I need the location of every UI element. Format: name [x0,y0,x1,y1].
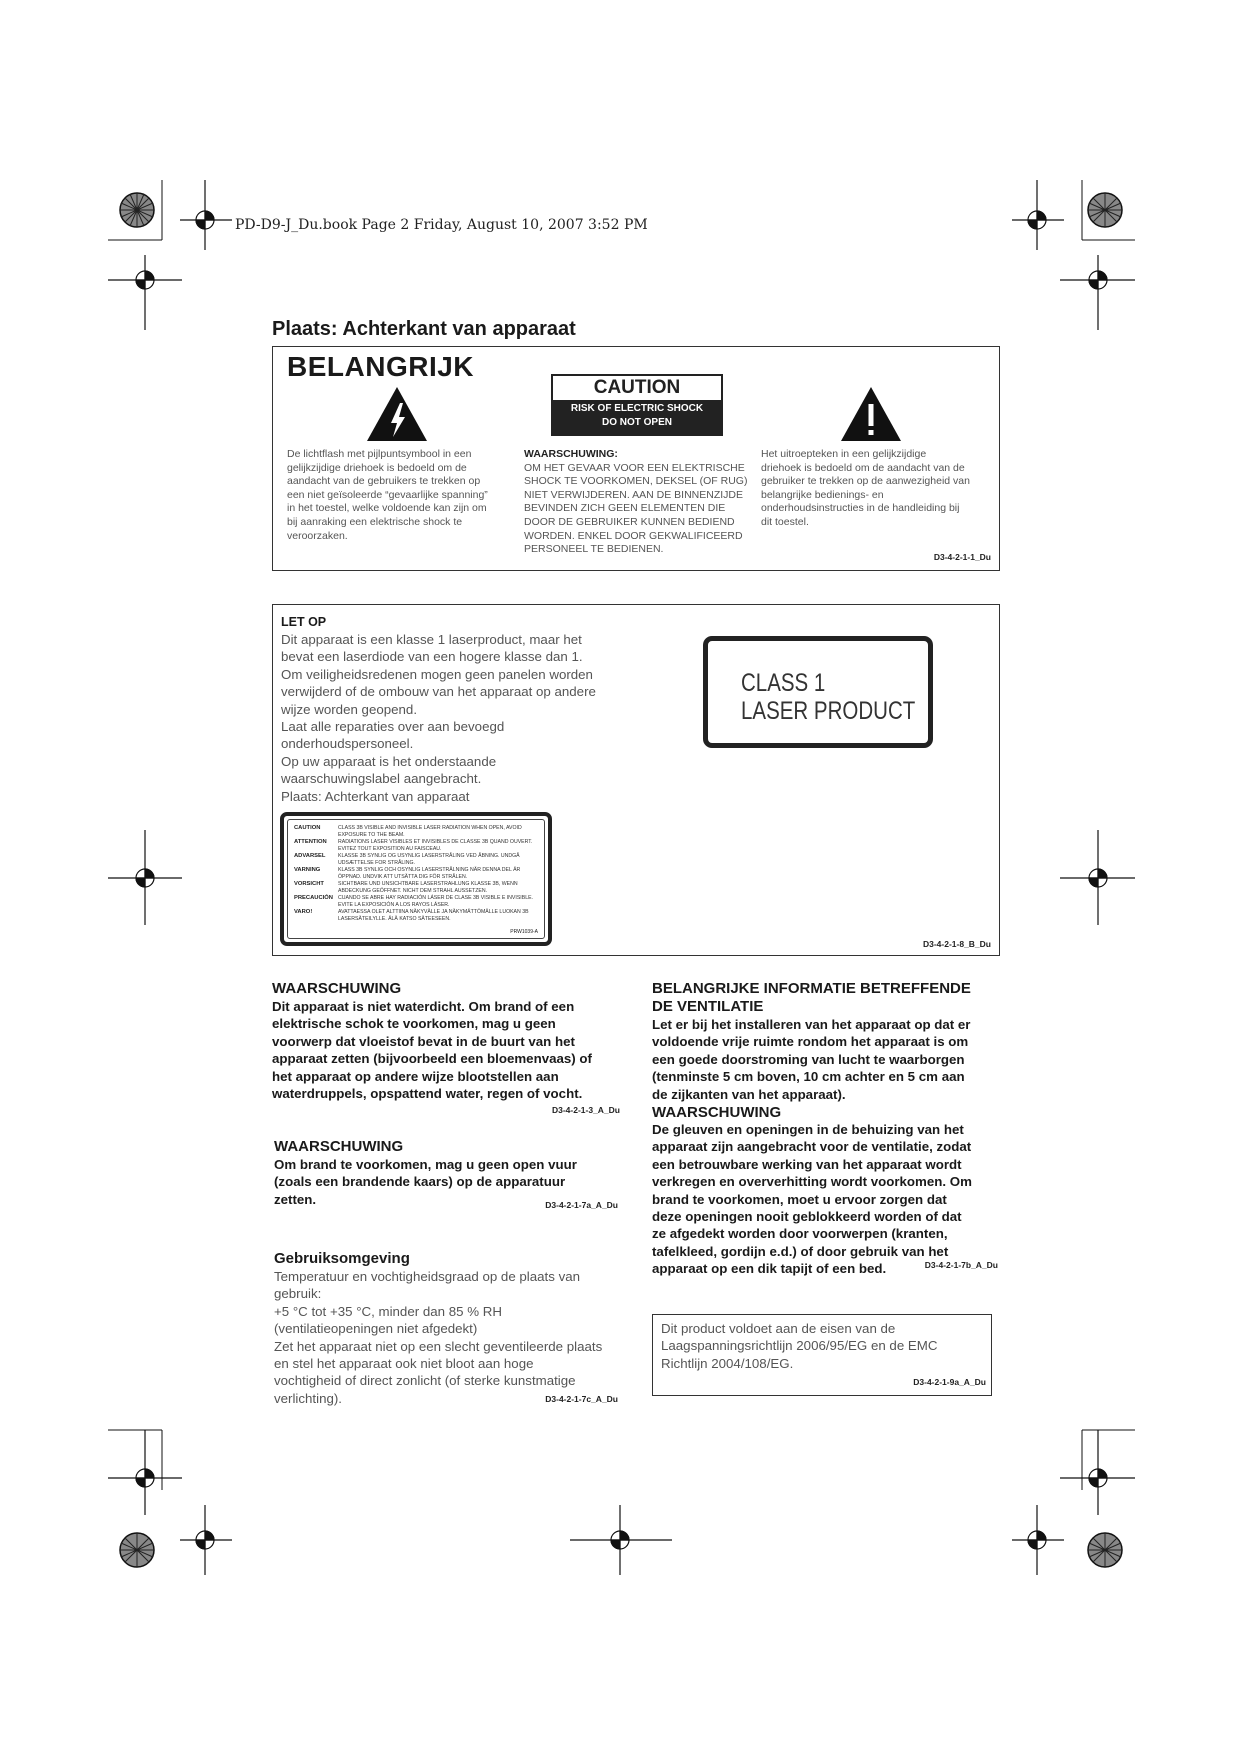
crosshair-icon [180,180,232,250]
class1-line1: CLASS 1 [741,669,826,697]
waarschuwing-vuur-code: D3-4-2-1-7a_A_Du [545,1200,618,1210]
class1-laser-label [703,636,933,748]
ventilatie-warning-heading: WAARSCHUWING [652,1104,782,1122]
waarschuwing-water-code: D3-4-2-1-3_A_Du [551,1105,620,1116]
belangrijk-code: D3-4-2-1-1_Du [933,552,991,562]
waarschuwing-vuur-heading: WAARSCHUWING [274,1138,404,1155]
waarschuwing-vuur [274,1138,620,1208]
ventilatie-text: Let er bij het installeren van het apparaat op dat er voldoende vrije ruimte rondom het apparaat is om een goede doorstroming van lucht te waarborgen (tenminste 5 cm boven, 10 cm achter en 5 cm aan de zijkanten van het apparaat). [652,1017,971,1102]
waarschuwing-vuur-text: Om brand te voorkomen, mag u geen open vuur (zoals een brandende kaars) op de apparatuur zetten. [274,1157,577,1207]
label-part-number: PRW1039-A [510,929,538,935]
gebruiksomgeving-text: Temperatuur en vochtigheidsgraad op de plaats van gebruik: +5 °C tot +35 °C, minder dan 85 % RH (ventilatieopeningen niet afgedekt) Zet het apparaat niet op een slecht geventileerde plaats en stel het apparaat ook niet bloot aan hoge vochtigheid of direct zonlicht (of sterke kunstmatige verlichting). [274,1269,603,1406]
caution-label [551,374,723,436]
label-row: ADVARSEL KLASSE 3B SYNLIG OG USYNLIG LASERSTRÅLING VED ÅBNING. UNDGÅ UDSÆTTELSE FOR STRÅLING. [294,853,520,866]
let-op-box [272,604,1000,956]
caution-subtitle: RISK OF ELECTRIC SHOCK DO NOT OPEN [553,400,721,434]
label-row: VARO! AVATTAESSA OLET ALTTIINA NÄKYVÄLLE JA NÄKYMÄTTÖMÄLLE LUOKAN 3B LASERSÄTEILYLLE. ÄLÄ KATSO SÄTEESEEN. [294,909,529,922]
lightning-warning-icon [365,385,429,443]
label-row: CAUTION CLASS 3B VISIBLE AND INVISIBLE LASER RADIATION WHEN OPEN, AVOID EXPOSURE TO THE BEAM. [294,825,522,838]
label-row: PRECAUCIÓN CUANDO SE ABRE HAY RADIACIÓN LÁSER DE CLASE 3B VISIBLE E INVISIBLE. EVITE LA EXPOSICIÓN A LOS RAYOS LÁSER. [294,895,533,908]
emc-text: Dit product voldoet aan de eisen van de Laagspanningsrichtlijn 2006/95/EG en de EMC Richtlijn 2004/108/EG. [661,1321,938,1371]
emc-box [652,1314,992,1396]
caution-title: CAUTION [593,377,681,398]
label-row: ATTENTION RADIATIONS LASER VISIBLES ET INVISIBLES DE CLASSE 3B QUAND OUVERT. EVITEZ TOUT EXPOSITION AU FAISCEAU. [294,839,533,852]
exclamation-warning-icon [839,385,903,443]
label-row: VARNING KLASS 3B SYNLIG OCH OSYNLIG LASERSTRÅLNING NÄR DENNA DEL ÄR ÖPPNAD. UNDVIK ATT UTSÄTTA DIG FÖR STRÅLEN. [294,867,521,880]
let-op-heading: LET OP [281,615,327,629]
emc-code: D3-4-2-1-9a_A_Du [913,1377,986,1387]
waarschuwing-water-text: Dit apparaat is niet waterdicht. Om brand of een elektrische schok te voorkomen, mag u geen voorwerp dat vloeistof bevat in de buurt van het apparaat zetten (bijvoorbeeld een bloemenvaas) of het apparaat op andere wijze blootstellen aan waterdruppels, opspattend water, regen of vocht. [272,999,592,1102]
waarschuwing-water-heading: WAARSCHUWING [272,980,402,997]
laser-warning-label [280,812,552,946]
exclamation-description: Het uitroepteken in een gelijkzijdige driehoek is bedoeld om de aandacht van de gebruiker te trekken op de aanwezigheid van belangrijke bedienings- en onderhoudsinstructies in de handleiding bij dit toestel. [761,448,970,528]
ventilatie-warning-text: De gleuven en openingen in de behuizing van het apparaat zijn aangebracht voor de ventilatie, zodat een betrouwbare werking van het apparaat wordt verkregen en oververhitting wordt voorkomen. Om brand te voorkomen, moet u ervoor zorgen dat deze openingen nooit geblokkeerd worden of dat ze afgedekt worden door voorwerpen (kranten, tafelkleed, gordijn e.d.) of door gebruik van het apparaat op een dik tapijt of een bed. [652,1122,972,1277]
gebruiksomgeving [274,1250,620,1407]
waarschuwing-water [272,980,620,1115]
class1-line2: LASER PRODUCT [741,697,916,725]
file-header: PD-D9-J_Du.book Page 2 Friday, August 10, 2007 3:52 PM [235,217,648,233]
caution-description: WAARSCHUWING: OM HET GEVAAR VOOR EEN ELEKTRISCHE SHOCK TE VOORKOMEN, DEKSEL (OF RUG) NIET VERWIJDEREN. AAN DE BINNENZIJDE BEVINDEN ZICH GEEN ELEMENTEN DIE DOOR DE GEBRUIKER KUNNEN BEDIEND WORDEN. ENKEL DOOR GEKWALIFICEERD PERSONEEL TE BEDIENEN. [524,448,748,556]
section-label: Plaats: Achterkant van apparaat [272,318,576,340]
gebruiksomgeving-code: D3-4-2-1-7c_A_Du [545,1394,618,1404]
ventilatie-section [652,980,1002,1278]
lightning-description: De lichtflash met pijlpuntsymbool in een gelijkzijdige driehoek is bedoeld om de aandacht van de gebruikers te trekken op een niet geïsoleerde “gevaarlijke spanning” in het toestel, welke voldoende kan zijn om bij aanraking een elektrische shock te veroorzaken. [287,448,488,542]
ventilatie-code: D3-4-2-1-7b_A_Du [924,1260,998,1270]
belangrijk-box [272,346,1000,571]
label-row: VORSICHT SICHTBARE UND UNSICHTBARE LASERSTRAHLUNG KLASSE 3B, WENN ABDECKUNG GEÖFFNET. NICHT DEM STRAHL AUSSETZEN. [294,881,518,894]
ventilatie-heading: BELANGRIJKE INFORMATIE BETREFFENDE DE VENTILATIE [652,980,971,1015]
star-target-icon [120,193,154,227]
gebruiksomgeving-heading: Gebruiksomgeving [274,1250,410,1267]
belangrijk-title: BELANGRIJK [287,351,475,382]
let-op-code: D3-4-2-1-8_B_Du [922,939,991,949]
let-op-text: Dit apparaat is een klasse 1 laserproduct, maar het bevat een laserdiode van een hogere klasse dan 1. Om veiligheidsredenen mogen geen panelen worden verwijderd of de ombouw van het apparaat op andere wijze worden geopend. Laat alle reparaties over aan bevoegd onderhoudspersoneel. Op uw apparaat is het onderstaande waarschuwingslabel aangebracht. Plaats: Achterkant van apparaat [281,632,596,804]
